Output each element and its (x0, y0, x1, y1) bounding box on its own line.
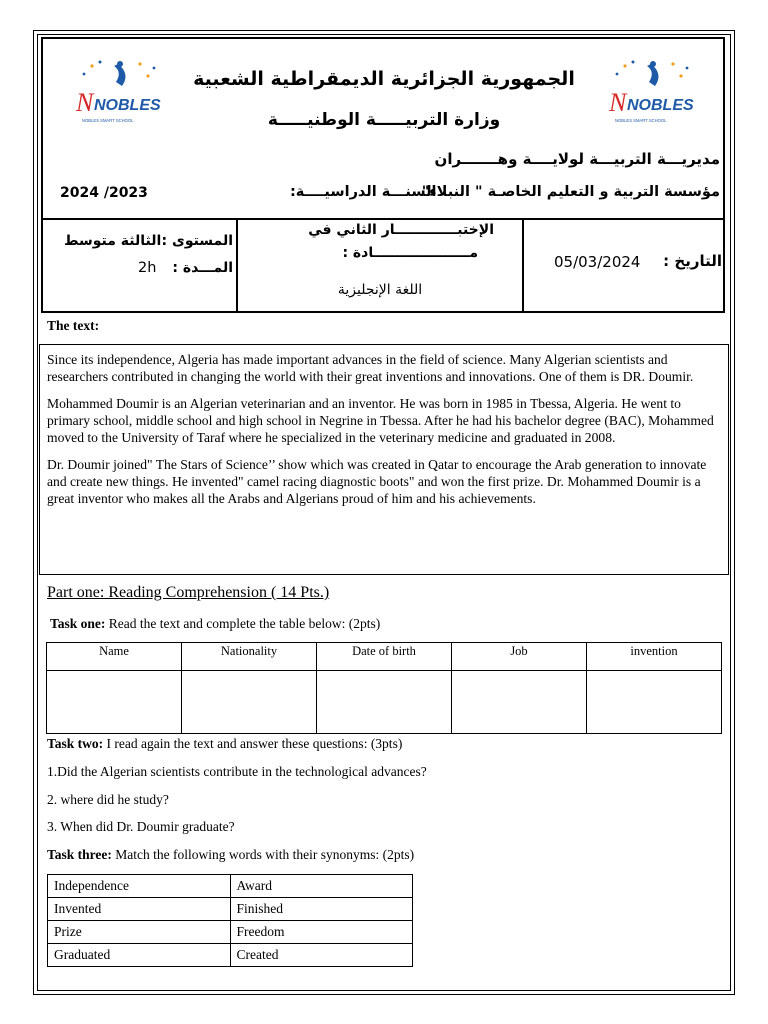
table-cell-job[interactable] (452, 671, 587, 734)
exam-title-line1: الإختبـــــــــــــار الثاني في (308, 222, 494, 238)
reading-text-box (39, 344, 729, 575)
table-header-nationality: Nationality (182, 643, 317, 671)
table-row (48, 875, 413, 898)
table-row (48, 921, 413, 944)
table-header-job: Job (452, 643, 587, 671)
match-synonym: Award (230, 875, 413, 898)
info-divider-2 (522, 218, 524, 313)
task-three-instruction (47, 847, 414, 863)
table-header-invention: invention (587, 643, 722, 671)
directorate-line: مديريـــة التربيـــة لولايــــة وهـــــــران (434, 150, 720, 168)
match-synonym: Freedom (230, 921, 413, 944)
task-three-label: Task three: (47, 847, 112, 862)
date-label: التاريخ : (663, 252, 722, 270)
table-cell-date-of-birth[interactable] (317, 671, 452, 734)
question-3: 3. When did Dr. Doumir graduate? (47, 819, 235, 834)
school-year-label: السنـــة الدراسيــــة: (290, 184, 437, 200)
task-two-text: I read again the text and answer these questions: (3pts) (103, 736, 403, 751)
header-divider (41, 218, 725, 220)
question-2: 2. where did he study? (47, 792, 169, 807)
table-row (48, 944, 413, 967)
match-word: Invented (48, 898, 231, 921)
svg-text:N: N (76, 88, 94, 117)
svg-text:NOBLES SMART SCHOOL: NOBLES SMART SCHOOL (82, 118, 134, 123)
svg-text:NOBLES SMART SCHOOL: NOBLES SMART SCHOOL (615, 118, 667, 123)
duration-value: 2h (138, 260, 157, 276)
task-two-label: Task two: (47, 736, 104, 751)
svg-text:NOBLES: NOBLES (627, 97, 694, 114)
synonyms-table (47, 874, 413, 967)
svg-text:NOBLES: NOBLES (94, 97, 161, 114)
task-one-text: Read the text and complete the table below: (2pts) (105, 616, 381, 631)
table-row (48, 898, 413, 921)
reading-paragraph-1: Since its independence, Algeria has made important advances in the field of science. Many Algerian scientists and researchers contributed in changing the world with their great inventions and innovations. One of them is DR. Doumir. (47, 352, 694, 384)
table-header-date-of-birth: Date of birth (317, 643, 452, 671)
exam-title-line2: مــــــــــــــــــــادة : (342, 245, 478, 261)
part-one-title: Part one: Reading Comprehension ( 14 Pts.) (47, 584, 330, 601)
table-header-name: Name (47, 643, 182, 671)
task-one-instruction (50, 616, 380, 632)
table-cell-nationality[interactable] (182, 671, 317, 734)
text-section-label: The text: (47, 318, 100, 333)
duration-label: المـــدة : (172, 260, 233, 276)
level-label: المستوى : (161, 233, 233, 249)
question-1: 1.Did the Algerian scientists contribute in the technological advances? (47, 764, 427, 779)
task-two-instruction (47, 736, 402, 752)
match-synonym: Finished (230, 898, 413, 921)
exam-subject: اللغة الإنجليزية (337, 282, 423, 298)
info-table (46, 642, 722, 734)
info-divider-1 (236, 218, 238, 313)
date-value: 05/03/2024 (554, 253, 641, 271)
republic-title: الجمهورية الجزائرية الديمقراطية الشعبية (193, 68, 575, 90)
match-synonym: Created (230, 944, 413, 967)
task-three-text: Match the following words with their synonyms: (2pts) (111, 847, 415, 862)
institution-line: مؤسسة التربية و التعليم الخاصـة " النبلاء" (421, 184, 720, 200)
svg-text:N: N (609, 88, 627, 117)
reading-paragraph-3: Dr. Doumir joined" The Stars of Science’’ show which was created in Qatar to encourage the Arab generation to innovate and create new things. He invented" camel racing diagnostic boots" and won the first prize. Dr. Mohammed Doumir is a great inventor who makes all the Arabs and Algerians proud of him and his achievements. (47, 457, 707, 506)
school-year-value: 2024 /2023 (60, 185, 148, 201)
match-word: Prize (48, 921, 231, 944)
reading-paragraph-2: Mohammed Doumir is an Algerian veterinarian and an inventor. He was born in 1985 in Tbessa, Algeria. He went to primary school, middle school and high school in Negrine in Tbessa. After he had his bachelor degree (BAC), Mohammed moved to the University of Taraf where he specialized in the veterinary medicine and graduated in 2008. (47, 396, 714, 445)
table-cell-name[interactable] (47, 671, 182, 734)
table-cell-invention[interactable] (587, 671, 722, 734)
ministry-title: وزارة التربيـــــة الوطنيـــــة (267, 110, 501, 130)
level-value: الثالثة متوسط (64, 233, 162, 249)
match-word: Independence (48, 875, 231, 898)
task-one-label: Task one: (50, 616, 106, 631)
match-word: Graduated (48, 944, 231, 967)
